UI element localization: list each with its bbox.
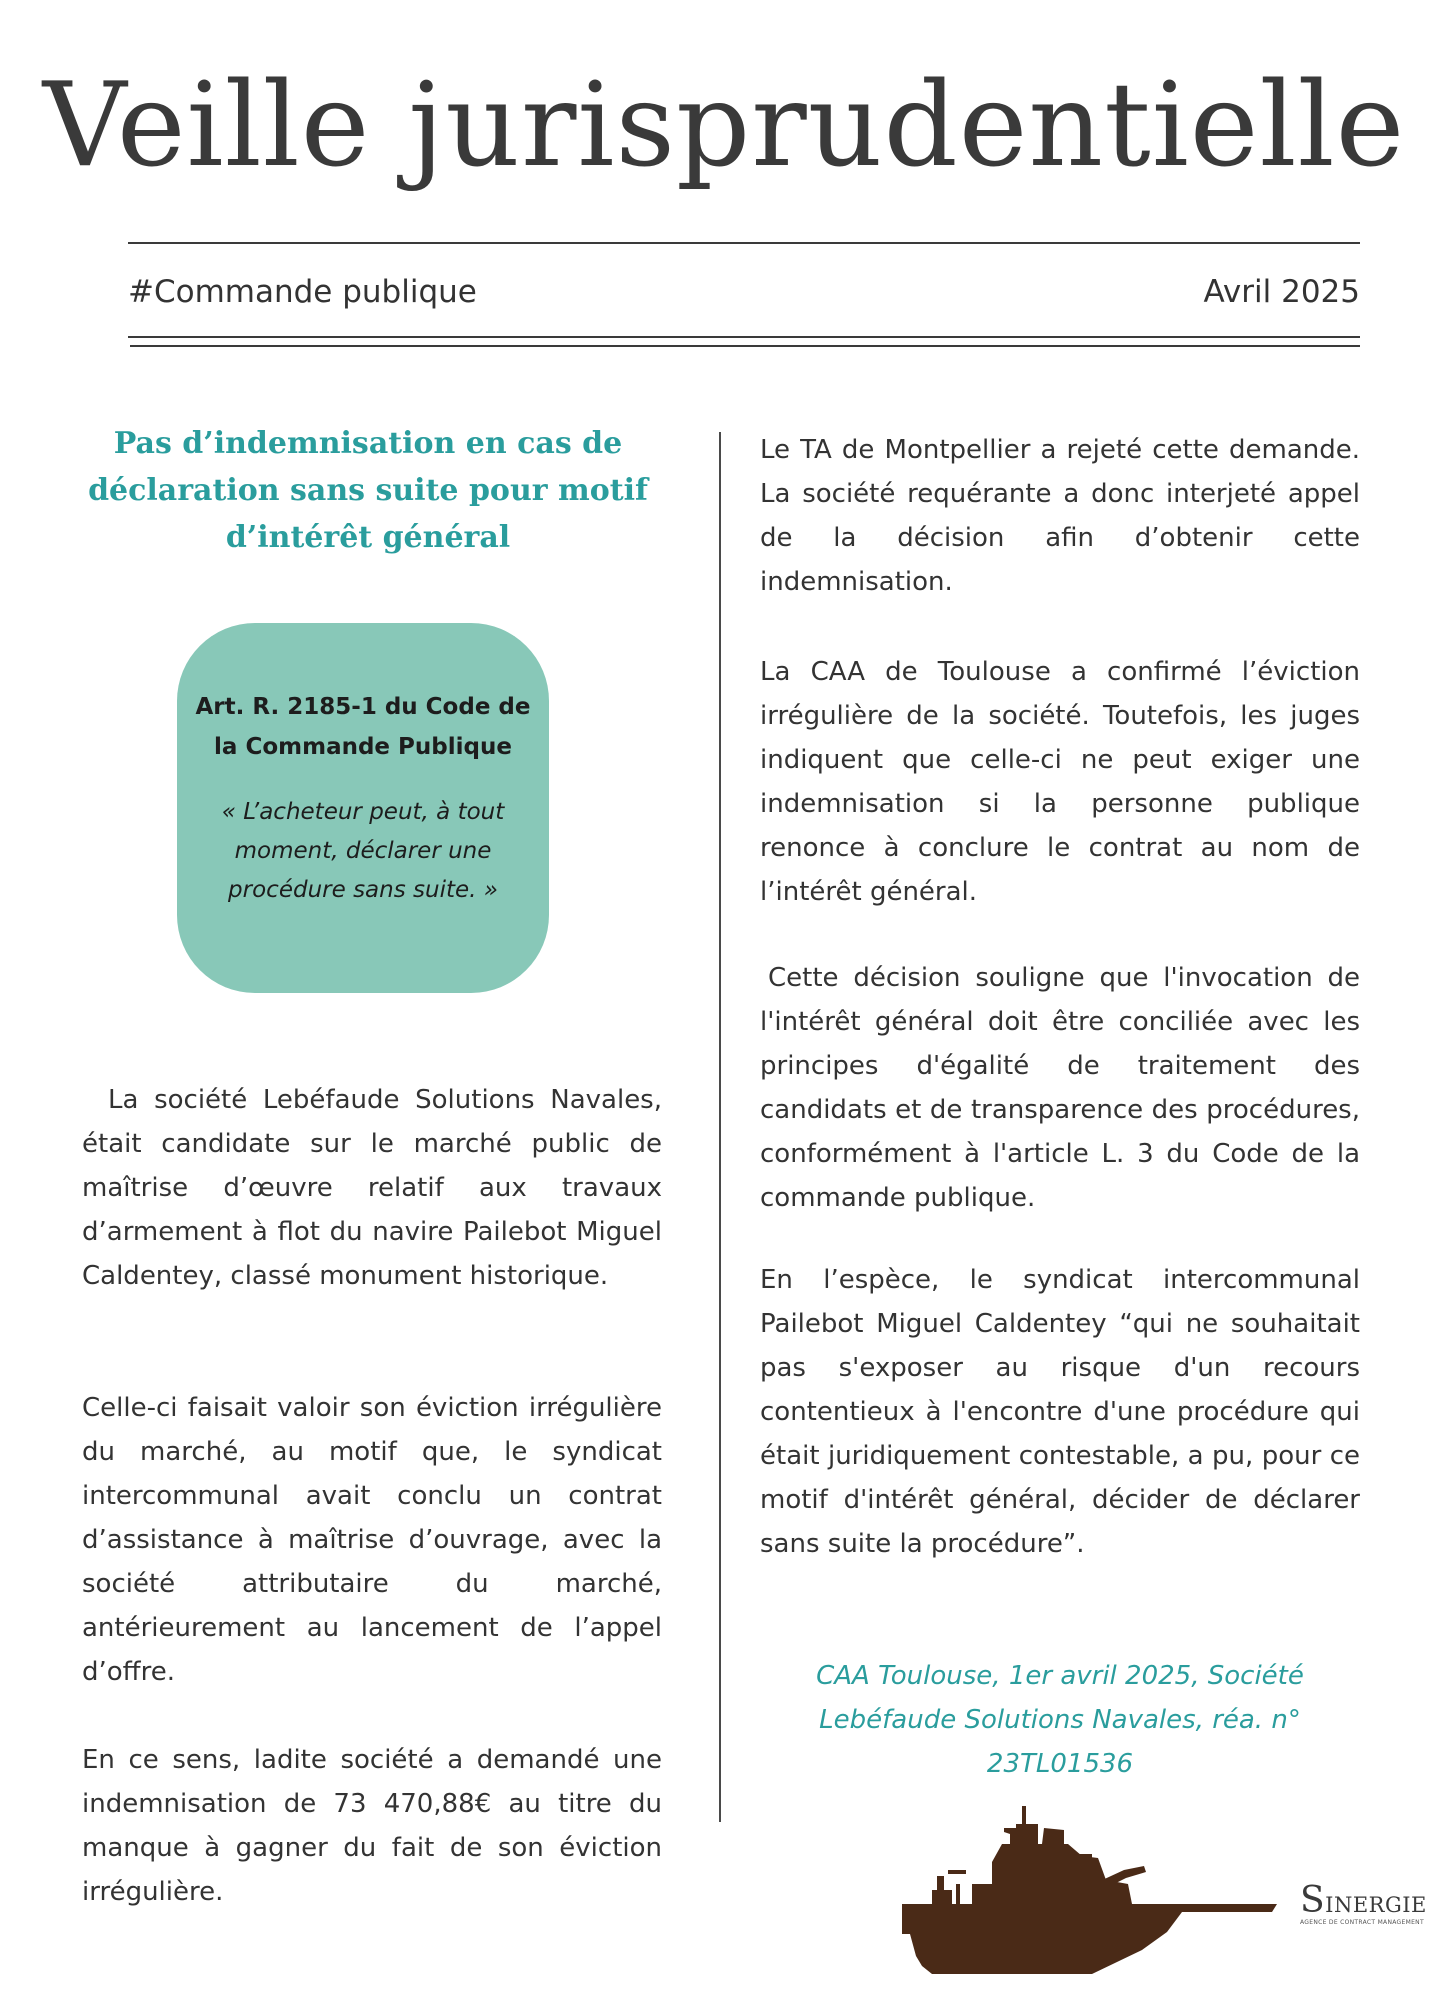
left-paragraph-1: La société Lebéfaude Solutions Navales, était candidate sur le marché public de maîtrise d’œuvre relatif aux travaux d’armement à flot du navire Pailebot Miguel Caldentey, classé monument historique. [82, 1085, 662, 1291]
article-headline: Pas d’indemnisation en cas de déclaration sans suite pour motif d’intérêt général [88, 426, 648, 555]
right-paragraph-1: Le TA de Montpellier a rejeté cette demande. La société requérante a donc interjeté appel de la décision afin d’obtenir cette indemnisation. [760, 435, 1360, 597]
warship-silhouette-icon [892, 1784, 1292, 1984]
logo-rest: INERGIE [1325, 1893, 1427, 1917]
sinergie-logo [1300, 1880, 1427, 1926]
logo-wordmark [1300, 1880, 1427, 1921]
header-rule-top [128, 242, 1360, 244]
logo-subtitle: AGENCE DE CONTRACT MANAGEMENT [1300, 1919, 1424, 1926]
legal-reference-title: Art. R. 2185-1 du Code de la Commande Publique [195, 694, 531, 760]
legal-reference-box [177, 623, 549, 993]
category-tag: #Commande publique [128, 274, 477, 310]
page-title: Veille jurisprudentielle [42, 58, 1406, 193]
logo-initial: S [1300, 1880, 1326, 1921]
right-paragraph-3: Cette décision souligne que l'invocation de l'intérêt général doit être conciliée avec les principes d'égalité de traitement des candidats et de transparence des procédures, conformément à l'article L. 3 du Code de la commande publique. [760, 963, 1360, 1213]
case-citation: CAA Toulouse, 1er avril 2025, Société Lebéfaude Solutions Navales, réa. n° 23TL01536 [816, 1661, 1304, 1779]
issue-date: Avril 2025 [1203, 274, 1360, 310]
left-paragraph-3: En ce sens, ladite société a demandé une indemnisation de 73 470,88€ au titre du manque à gagner du fait de son éviction irrégulière. [82, 1745, 662, 1907]
header-rule-bottom-2 [130, 345, 1360, 347]
right-paragraph-2: La CAA de Toulouse a confirmé l’éviction irrégulière de la société. Toutefois, les juges indiquent que celle-ci ne peut exiger une indemnisation si la personne publique renonce à conclure le contrat au nom de l’intérêt général. [760, 657, 1360, 907]
left-paragraph-2: Celle-ci faisait valoir son éviction irrégulière du marché, au motif que, le syndicat intercommunal avait conclu un contrat d’assistance à maîtrise d’ouvrage, avec la société attributaire du marché, antérieurement au lancement de l’appel d’offre. [82, 1393, 662, 1687]
legal-reference-quote: « L’acheteur peut, à tout moment, déclarer une procédure sans suite. » [221, 799, 505, 903]
header-rule-bottom-1 [128, 336, 1360, 338]
column-divider [719, 432, 721, 1822]
right-paragraph-4: En l’espèce, le syndicat intercommunal Pailebot Miguel Caldentey “qui ne souhaitait pas s'exposer au risque d'un recours contentieux à l'encontre d'une procédure qui était juridiquement contestable, a pu, pour ce motif d'intérêt général, décider de déclarer sans suite la procédure”. [760, 1265, 1360, 1559]
